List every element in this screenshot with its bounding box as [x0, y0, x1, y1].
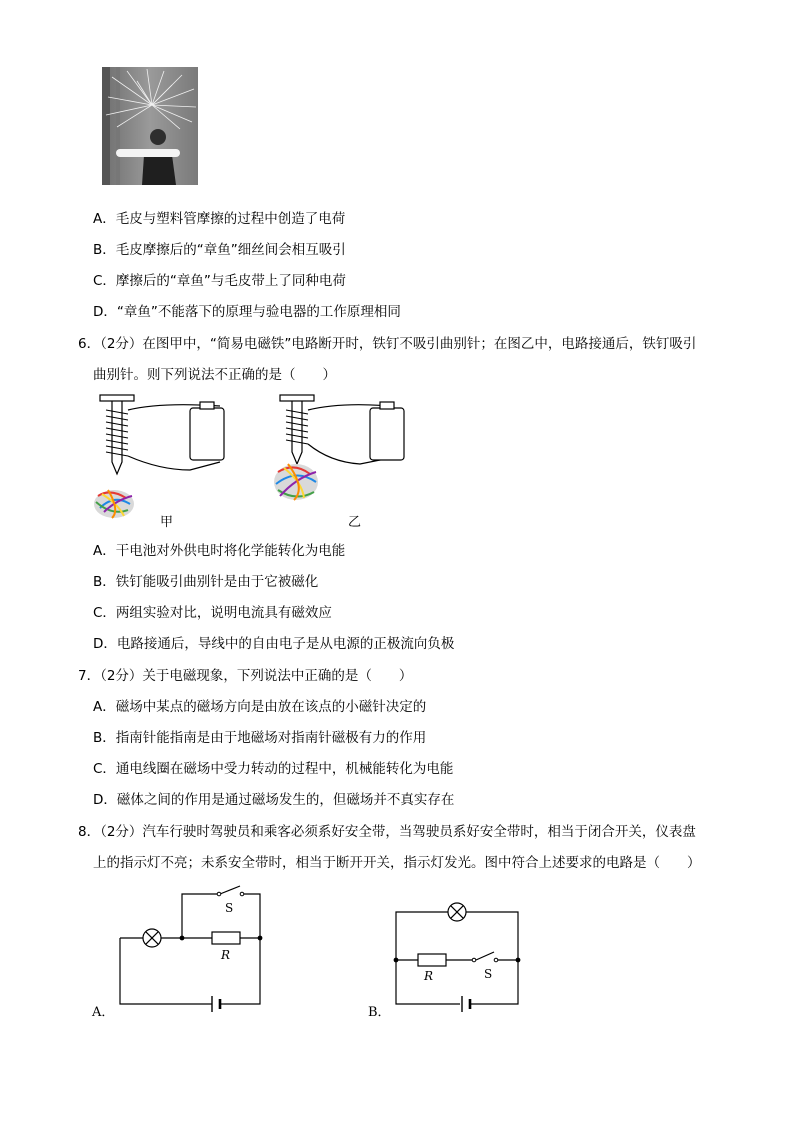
fig-label-left: 甲 [160, 515, 174, 530]
circuit-a-resistor-label: R [221, 948, 231, 962]
paper-clips-right [274, 464, 318, 500]
q6-stem-line1: 6．（2分）在图甲中，“简易电磁铁”电路断开时，铁钉不吸引曲别针；在图乙中，电路接通后，铁钉吸引 [78, 336, 697, 352]
circuit-diagram-b [366, 900, 536, 1022]
octopus-photo [102, 67, 198, 185]
q7-option-d: D．磁体之间的作用是通过磁场发生的，但磁场并不真实存在 [93, 792, 455, 808]
circuit-b-switch-label: S [484, 967, 493, 981]
q6-option-a: A．干电池对外供电时将化学能转化为电能 [93, 543, 346, 559]
q7-stem: 7．（2分）关于电磁现象，下列说法中正确的是（ ） [78, 668, 413, 684]
electromagnet-left [100, 395, 224, 474]
circuit-a-switch-label: S [225, 901, 234, 915]
fig-label-right: 乙 [348, 515, 362, 530]
q8-stem-line2: 上的指示灯不亮；未系安全带时，相当于断开开关，指示灯发光。图中符合上述要求的电路是（ ） [93, 855, 701, 871]
q6-option-c: C．两组实验对比，说明电流具有磁效应 [93, 605, 332, 621]
q5-option-b: B．毛皮摩擦后的“章鱼”细丝间会相互吸引 [93, 242, 346, 258]
q8-stem-line1: 8．（2分）汽车行驶时驾驶员和乘客必须系好安全带，当驾驶员系好安全带时，相当于闭合开关，仪表盘 [78, 824, 696, 840]
q5-option-d: D．“章鱼”不能落下的原理与验电器的工作原理相同 [93, 304, 401, 320]
q7-option-b: B．指南针能指南是由于地磁场对指南针磁极有力的作用 [93, 730, 427, 746]
circuit-b-resistor-label: R [424, 969, 434, 983]
q6-option-d: D．电路接通后，导线中的自由电子是从电源的正极流向负极 [93, 636, 455, 652]
q7-option-c: C．通电线圈在磁场中受力转动的过程中，机械能转化为电能 [93, 761, 454, 777]
q6-option-b: B．铁钉能吸引曲别针是由于它被磁化 [93, 574, 319, 590]
circuit-diagram-a [90, 882, 280, 1022]
circuit-a-label: A． [92, 1005, 115, 1020]
q5-option-a: A．毛皮与塑料管摩擦的过程中创造了电荷 [93, 211, 346, 227]
paper-clips-left [94, 490, 134, 518]
q6-stem-line2: 曲别针。则下列说法不正确的是（ ） [93, 367, 336, 383]
q5-option-c: C．摩擦后的“章鱼”与毛皮带上了同种电荷 [93, 273, 346, 289]
electromagnet-figure [90, 392, 410, 534]
circuit-b-label: B． [368, 1005, 391, 1020]
q7-option-a: A．磁场中某点的磁场方向是由放在该点的小磁针决定的 [93, 699, 427, 715]
electromagnet-right [280, 395, 404, 464]
